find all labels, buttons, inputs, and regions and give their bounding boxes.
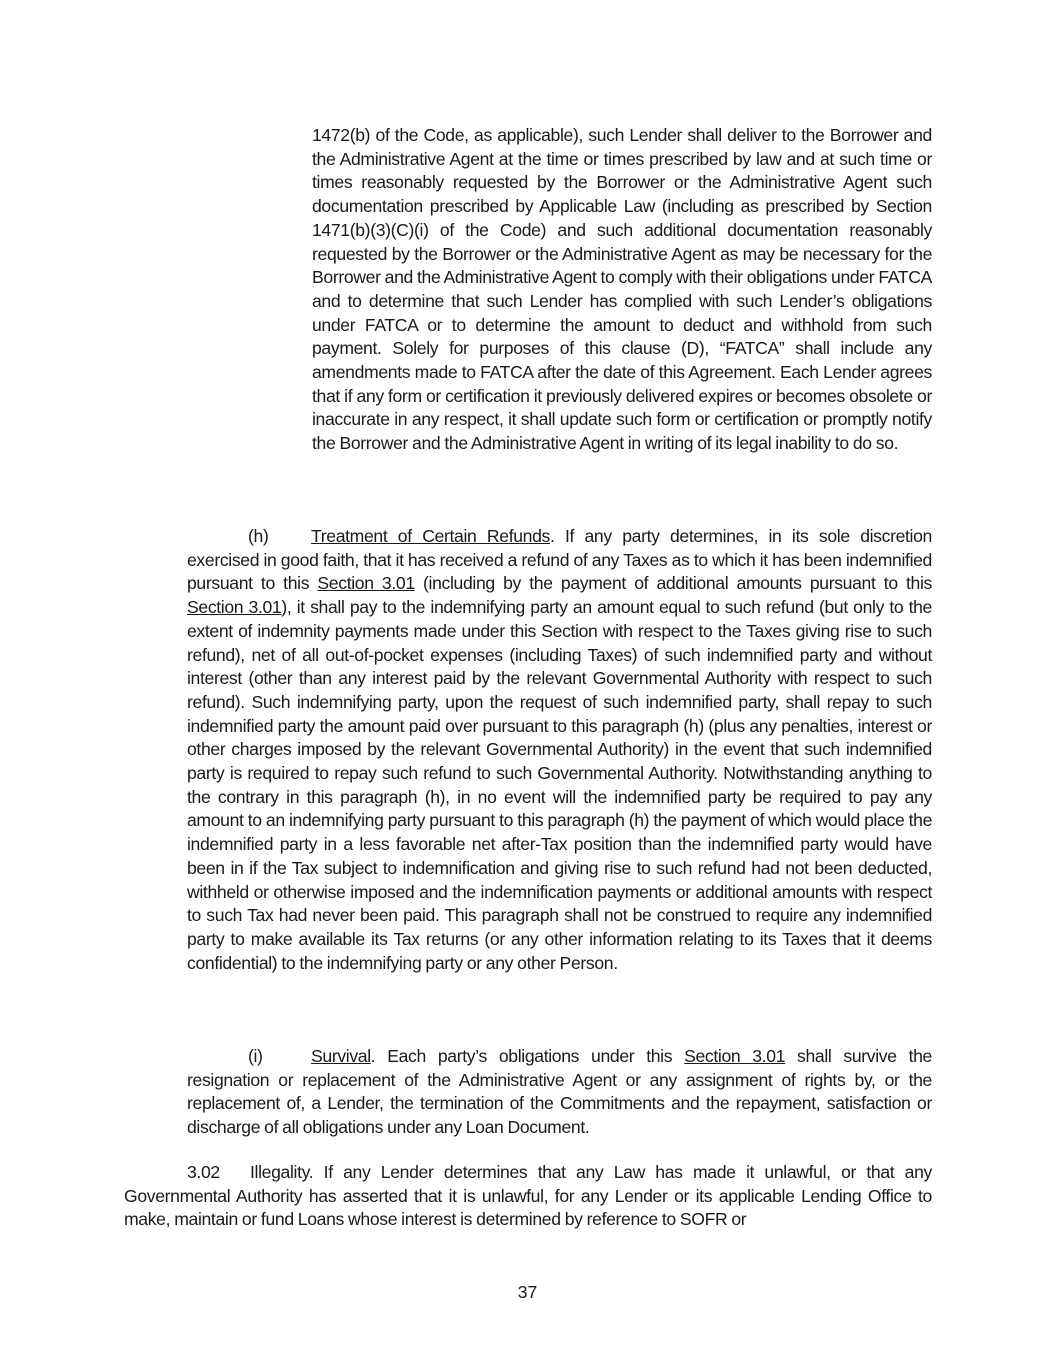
page-number: 37 [517,1282,538,1302]
section-reference: Section 3.01 [317,573,415,594]
paragraph-h-text-3: ), it shall pay to the indemnifying party an amount equal to such refund (but only to the extent of indemnity payments made under this Section with respect to the Taxes giving rise to such refund), net of all out-of-pocket expenses (including Taxes) of such indemnified party and without interest (other than any interest paid by the relevant Governmental Authority with respect to such refund). Such indemnifying party, upon the request of such indemnified party, shall repay to such indemnified party the amount paid over pursuant to this paragraph (h) (plus any penalties, interest or other charges imposed by the relevant Governmental Authority) in the event that such indemnified party is required to repay such refund to such Governmental Authority. Notwithstanding anything to the contrary in this paragraph (h), in no event will the indemnified party be required to pay any amount to an indemnifying party pursuant to this paragraph (h) the payment of which would place the indemnified party in a less favorable net after-Tax position than the indemnified party would have been in if the Tax subject to indemnification and giving rise to such refund had not been deducted, withheld or otherwise imposed and the indemnification payments or additional amounts with respect to such Tax had never been paid. This paragraph shall not be construed to require any indemnified party to make available its Tax returns (or any other information relating to its Taxes that it deems confidential) to the indemnifying party or any other Person. [187,597,932,973]
section-3-02-heading: Illegality [250,1162,309,1182]
paragraph-h-number: (h) [248,526,269,546]
section-3-02-number: 3.02 [187,1162,220,1182]
section-reference: Section 3.01 [187,597,282,618]
paragraph-g-text: 1472(b) of the Code, as applicable), such Lender shall deliver to the Borrower and the Administrative Agent at the time or times prescribed by law and at such time or times reasonably requested by the Borrower or the Administrative Agent such documentation prescribed by Applicable Law (including as prescribed by Section 1471(b)(3)(C)(i) of the Code) and such additional documentation reasonably requested by the Borrower or the Administrative Agent as may be necessary for the Borrower and the Administrative Agent to comply with their obligations under FATCA and to determine that such Lender has complied with such Lender’s obligations under FATCA or to determine the amount to deduct and withhold from such payment. Solely for purposes of this clause (D), “FATCA” shall include any amendments made to FATCA after the date of this Agreement. Each Lender agrees that if any form or certification it previously delivered expires or becomes obsolete or inaccurate in any respect, it shall update such form or certification or promptly notify the Borrower and the Administrative Agent in writing of its legal inability to do so. [312,125,932,454]
paragraph-h [187,525,932,975]
section-reference: Section 3.01 [684,1046,786,1066]
paragraph-i-text-1: . Each party’s obligations under this [370,1046,685,1066]
section-3-02-text: . If any Lender determines that any Law has made it unlawful, or that any Governmental Authority has asserted that it is unlawful, for any Lender or its applicable Lending Office to make, maintain or fund Loans whose interest is determined by reference to SOFR or [124,1162,932,1230]
paragraph-g-continuation [312,124,932,456]
paragraph-h-text-2: (including by the payment of additional amounts pursuant to this [414,573,932,594]
section-3-02 [124,1161,932,1232]
paragraph-i-heading: Survival [311,1046,371,1066]
paragraph-h-heading: Treatment of Certain Refunds [311,526,550,546]
paragraph-i [187,1045,932,1140]
paragraph-h-text-1: . If any party determines, in its sole discretion exercised in good faith, that it has received a refund of any Taxes as to which it has been indemnified pursuant to this [187,526,932,594]
paragraph-i-text-2: shall survive the resignation or replacement of the Administrative Agent or any assignment of rights by, or the replacement of, a Lender, the termination of the Commitments and the repayment, satisfaction or discharge of all obligations under any Loan Document. [187,1046,932,1138]
paragraph-i-number: (i) [248,1046,263,1066]
